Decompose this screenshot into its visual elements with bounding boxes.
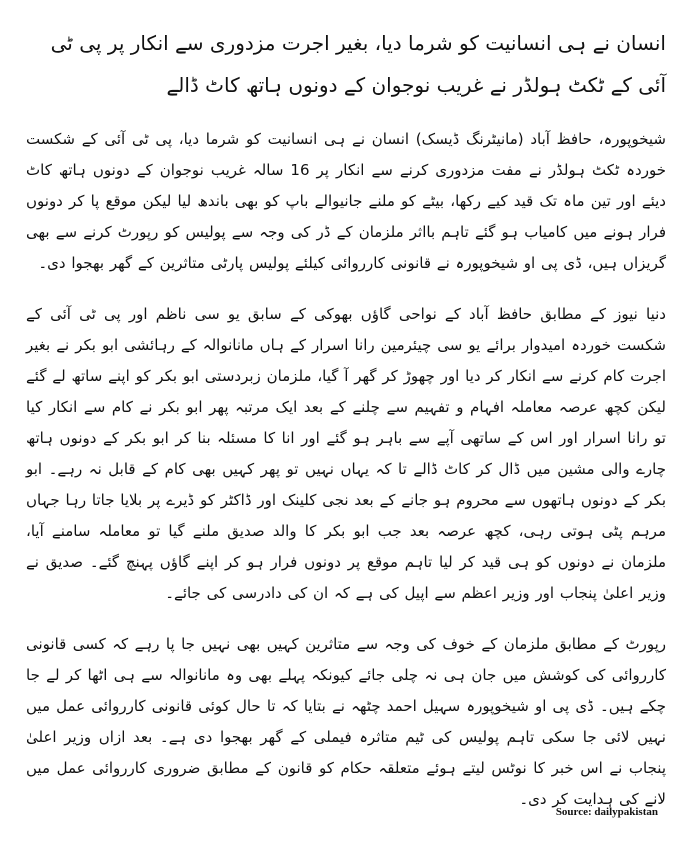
article-headline: انسان نے ہی انسانیت کو شرما دیا، بغیر اجرت مزدوری سے انکار پر پی ٹی آئی کے ٹکٹ ہولڈر نے غریب نوجوان کے دونوں ہاتھ کاٹ ڈالے	[50, 31, 666, 97]
article-paragraph-3: رپورٹ کے مطابق ملزمان کے خوف کی وجہ سے متاثرین کہیں بھی نہیں جا پا رہے کہ کسی قانونی کارروائی کی کوشش میں جان ہی نہ چلی جائے کیونکہ پہلے بھی وہ مانانوالہ سے ہی اٹھا کر لے جا چکے ہیں۔ ڈی پی او شیخوپورہ سہیل احمد چٹھہ نے بتایا کہ تا حال کوئی قانونی کارروائی عمل میں نہیں لائی جا سکی تاہم پولیس کی ٹیم متاثرہ فیملی کے گھر بھجوا دی ہے۔ بعد ازاں وزیر اعلیٰ پنجاب نے اس خبر کا نوٹس لیتے ہوئے متعلقہ حکام کو قانون کے مطابق ضروری کارروائی عمل میں لانے کی ہدایت کر دی۔	[26, 635, 666, 808]
article-paragraph-2: دنیا نیوز کے مطابق حافظ آباد کے نواحی گاؤں بھوکی کے سابق یو سی ناظم اور پی ٹی آئی کے شکست خوردہ امیدوار برائے یو سی چیئرمین رانا اسرار کے ہاں مانانوالہ کے رہائشی ابو بکر نے بغیر اجرت کام کرنے سے انکار کر دیا اور چھوڑ کر گھر آ گیا، ملزمان زبردستی ابو بکر کو اپنے ساتھ لے گئے لیکن کچھ عرصہ معاملہ افہام و تفہیم سے چلنے کے بعد ایک مرتبہ پھر ابو بکر نے کام سے انکار کیا تو رانا اسرار اور اس کے ساتھی آپے سے باہر ہو گئے اور انا کا مسئلہ بنا کر ابو بکر کے دونوں ہاتھ چارے والی مشین میں ڈال کر کاٹ ڈالے تا کہ یہاں نہیں تو پھر کہیں بھی کام کے قابل نہ رہے۔ ابو بکر کے دونوں ہاتھوں سے محروم ہو جانے کے بعد نجی کلینک اور ڈاکٹر کو ڈیرے پر بلایا جاتا رہا جہاں مرہم پٹی ہوتی رہی، کچھ عرصہ بعد جب ابو بکر کا والد صدیق ملنے گیا تو معاملہ سامنے آیا، ملزمان نے دونوں کو ہی قید کر لیا تاہم موقع پر دونوں فرار ہو کر اپنے گاؤں پہنچ گئے۔ صدیق نے وزیر اعلیٰ پنجاب اور وزیر اعظم سے اپیل کی ہے کہ ان کی دادرسی کی جائے۔	[26, 305, 666, 602]
article-paragraph-1: شیخوپورہ، حافظ آباد (مانیٹرنگ ڈیسک) انسان نے ہی انسانیت کو شرما دیا، پی ٹی آئی کے شکست خوردہ ٹکٹ ہولڈر نے مفت مزدوری کرنے سے انکار پر 16 سالہ غریب نوجوان کے دونوں ہاتھ کاٹ دیئے اور تین ماہ تک قید کیے رکھا، بیٹے کو ملنے جانیوالے باپ کو بھی باندھ لیا لیکن موقع پا کر دونوں فرار ہونے میں کامیاب ہو گئے تاہم بااثر ملزمان کے ڈر کی وجہ سے پولیس کو رپورٹ کرنے سے بھی گریزاں ہیں، ڈی پی او شیخوپورہ نے قانونی کارروائی کیلئے پولیس پارٹی متاثرین کے گھر بھجوا دی۔	[26, 130, 666, 272]
source-credit: Source: dailypakistan	[555, 806, 658, 818]
article	[26, 22, 666, 815]
